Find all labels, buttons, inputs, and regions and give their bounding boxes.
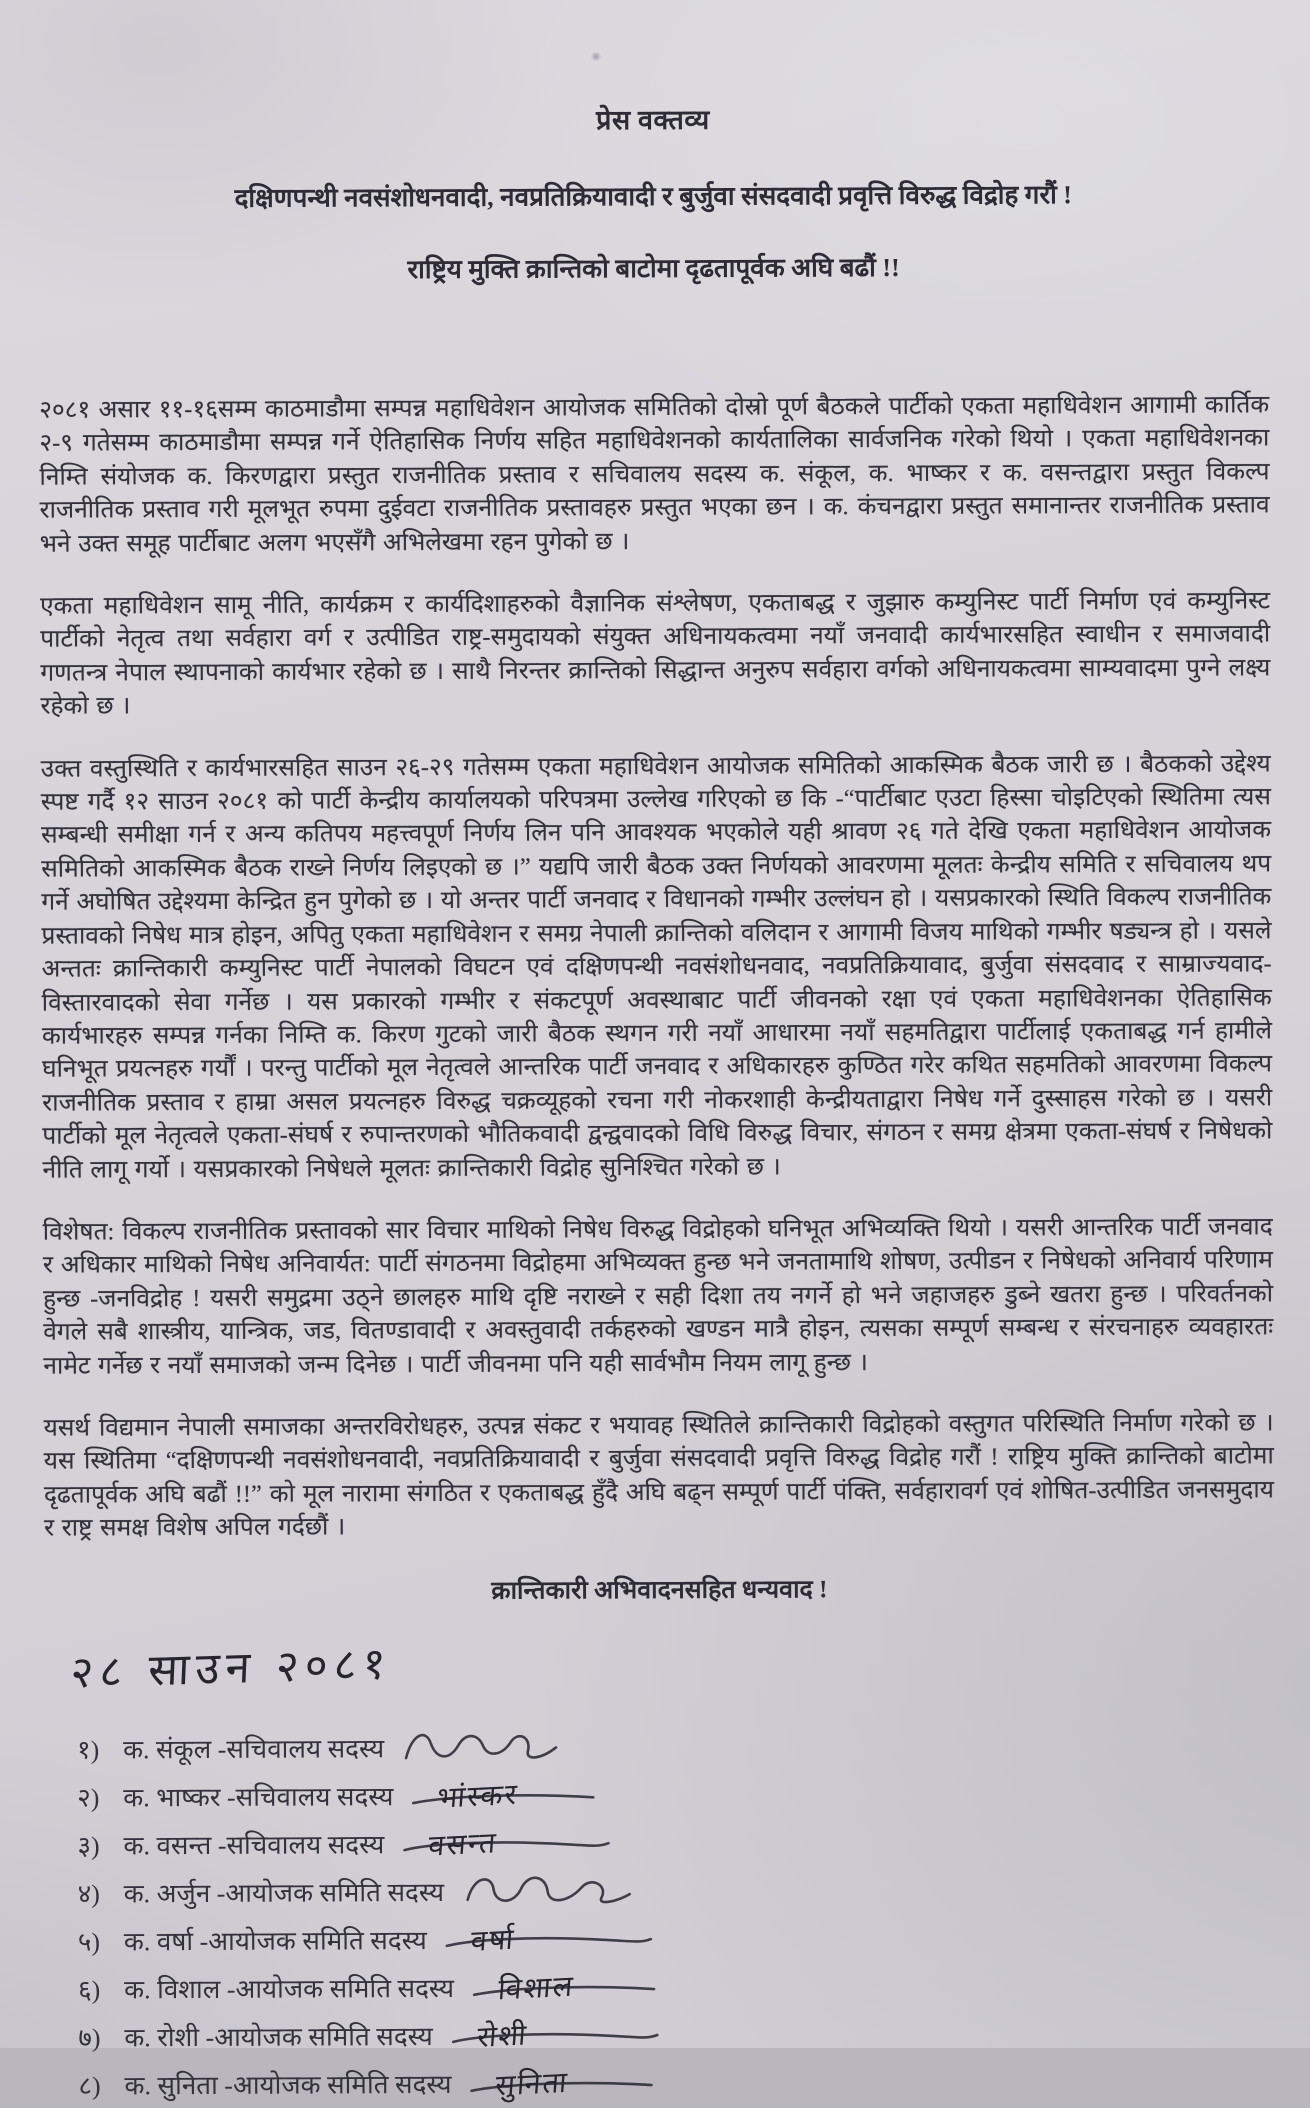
document-sheet — [37, 0, 1276, 2108]
signature-handwriting: विशाल — [496, 1968, 576, 2007]
signatory-row — [77, 1815, 1275, 1868]
signature — [458, 1866, 698, 1913]
body-paragraph: विशेषत: विकल्प राजनीतिक प्रस्तावको सार विचार माथिको निषेध विरुद्ध विद्रोहको घनिभूत अभिव्यक्ति थियो । यसरी आन्तरिक पार्टी जनवाद र अधिकार माथिको निषेध अनिवार्यत: पार्टी संगठनमा विद्रोहमा अभिव्यक्त हुन्छ भने जनतामाथि शोषण, उत्पीडन र निषेधको अनिवार्य परिणाम हुन्छ -जनविद्रोह ! यसरी समुद्रमा उठ्ने छालहरु माथि दृष्टि नराख्ने र सही दिशा तय नगर्ने हो भने जहाजहरु डुब्ने खतरा हुन्छ । परिवर्तनको वेगले सबै शास्त्रीय, यान्त्रिक, जड, वितण्डावादी र अवस्तुवादी तर्कहरुको खण्डन मात्रै होइन, त्यसका सम्पूर्ण सम्बन्ध र संरचनाहरु व्यवहारतः नामेट गर्नेछ र नयाँ समाजको जन्म दिनेछ । पार्टी जीवनमा पनि यही सार्वभौम नियम लागू हुन्छ । — [42, 1213, 1274, 1380]
signature — [407, 1771, 647, 1818]
signature — [398, 1723, 638, 1770]
slogan-line-2: राष्ट्रिय मुक्ति क्रान्तिको बाटोमा दृढतापूर्वक अघि बढौं !! — [407, 252, 900, 285]
signatory-number: ५) — [77, 1927, 101, 1957]
signature — [441, 1914, 681, 1961]
document-title: प्रेस वक्तव्य — [596, 104, 710, 136]
body-paragraph: एकता महाधिवेशन सामू नीति, कार्यक्रम र कार्यदिशाहरुको वैज्ञानिक संश्लेषण, एकताबद्ध र जुझारु कम्युनिस्ट पार्टी निर्माण एवं कम्युनिस्ट पार्टीको नेतृत्व तथा सर्वहारा वर्ग र उत्पीडित राष्ट्र-समुदायको संयुक्त अधिनायकत्वमा नयाँ जनवादी कार्यभारसहित स्वाधीन र समाजवादी गणतन्त्र नेपाल स्थापनाको कार्यभार रहेको छ । साथै निरन्तर क्रान्तिको सिद्धान्त अनुरुप सर्वहारा वर्गको अधिनायकत्वमा साम्यवादमा पुग्ने लक्ष्य रहेको छ । — [39, 587, 1271, 720]
signatory-label: क. रोशी -आयोजक समिति सदस्य — [124, 2021, 433, 2052]
signatory-number: ४) — [77, 1879, 100, 1909]
signatory-row — [78, 2007, 1276, 2060]
signature — [447, 2010, 687, 2057]
signatory-row — [77, 1719, 1275, 1772]
signatory-row — [77, 1767, 1275, 1820]
signature — [465, 2058, 705, 2105]
slogan-line-1: दक्षिणपन्थी नवसंशोधनवादी, नवप्रतिक्रियावादी र बुर्जुवा संसदवादी प्रवृत्ति विरुद्ध विद्रोह गरौं ! — [234, 180, 1072, 213]
signatory-row — [78, 1911, 1276, 1964]
signatory-label: क. विशाल -आयोजक समिति सदस्य — [124, 1973, 455, 2004]
signatory-label: क. भाष्कर -सचिवालय सदस्य — [123, 1781, 394, 1812]
signature — [468, 1962, 708, 2009]
signatory-label: क. सुनिता -आयोजक समिति सदस्य — [124, 2069, 452, 2100]
body-paragraph: २०८१ असार ११-१६सम्म काठमाडौमा सम्पन्न महाधिवेशन आयोजक समितिको दोस्रो पूर्ण बैठकले पार्टीको एकता महाधिवेशन आगामी कार्तिक २-९ गतेसम्म काठमाडौमा सम्पन्न गर्ने ऐतिहासिक निर्णय सहित महाधिवेशनको कार्यतालिका सार्वजनिक गरेको थियो । एकता महाधिवेशनका निम्ति संयोजक क. किरणद्वारा प्रस्तुत राजनीतिक प्रस्ताव र सचिवालय सदस्य क. संकूल, क. भाष्कर र क. वसन्तद्वारा प्रस्तुत विकल्प राजनीतिक प्रस्ताव गरी मूलभूत रुपमा दुईवटा राजनीतिक प्रस्तावहरु प्रस्तुत भएका छन । क. कंचनद्वारा प्रस्तुत समानान्तर राजनीतिक प्रस्ताव भने उक्त समूह पार्टीबाट अलग भएसँगै अभिलेखमा रहन पुगेको छ । — [39, 391, 1270, 558]
handwritten-date: २८ साउन २०८१ — [69, 1637, 393, 1699]
signature-scribble — [398, 1723, 628, 1770]
document-body — [39, 388, 1274, 1545]
signatory-label: क. वसन्त -सचिवालय सदस्य — [123, 1829, 385, 1860]
signature-handwriting: सुनिता — [494, 2064, 571, 2102]
signature-handwriting: वसन्त — [426, 1824, 499, 1863]
signatory-row — [78, 2055, 1276, 2108]
signatory-number: ७) — [78, 2023, 101, 2053]
signatory-number: ६) — [78, 1975, 101, 2005]
signatory-label: क. संकूल -सचिवालय सदस्य — [122, 1733, 385, 1764]
signatory-list — [45, 1719, 1277, 2108]
signatory-number: १) — [76, 1735, 100, 1765]
signature-scribble — [458, 1866, 688, 1913]
signatory-label: क. वर्षा -आयोजक समिति सदस्य — [123, 1925, 427, 1956]
signature-handwriting: रोशी — [475, 2016, 529, 2054]
signatory-number: २) — [77, 1783, 100, 1813]
body-paragraph: उक्त वस्तुस्थिति र कार्यभारसहित साउन २६-२९ गतेसम्म एकता महाधिवेशन आयोजक समितिको आकस्मिक बैठक जारी छ । बैठकको उद्देश्य स्पष्ट गर्दै १२ साउन २०८१ को पार्टी केन्द्रीय कार्यालयको परिपत्रमा उल्लेख गरिएको छ कि -“पार्टीबाट एउटा हिस्सा चोइटिएको स्थितिमा त्यस सम्बन्धी समीक्षा गर्न र अन्य कतिपय महत्त्वपूर्ण निर्णय लिन पनि आवश्यक भएकोले यही श्रावण २६ गते देखि एकता महाधिवेशन आयोजक समितिको आकस्मिक बैठक राख्ने निर्णय लिइएको छ ।” यद्यपि जारी बैठक उक्त निर्णयको आवरणमा मूलतः केन्द्रीय समिति र सचिवालय थप गर्ने अघोषित उद्देश्यमा केन्द्रित हुन पुगेको छ । यो अन्तर पार्टी जनवाद र विधानको गम्भीर उल्लंघन हो । यसप्रकारको स्थिति विकल्प राजनीतिक प्रस्तावको निषेध मात्र होइन, अपितु एकता महाधिवेशन र समग्र नेपाली क्रान्तिको वलिदान र आगामी विजय माथिको गम्भीर षड्यन्त्र हो । यसले अन्ततः क्रान्तिकारी कम्युनिस्ट पार्टी नेपालको विघटन एवं दक्षिणपन्थी नवसंशोधनवाद, नवप्रतिक्रियावाद, बुर्जुवा संसदवाद र साम्राज्यवाद-विस्तारवादको सेवा गर्नेछ । यस प्रकारको गम्भीर र संकटपूर्ण अवस्थाबाट पार्टी जीवनको रक्षा एवं एकता महाधिवेशनका ऐतिहासिक कार्यभारहरु सम्पन्न गर्नका निम्ति क. किरण गुटको जारी बैठक स्थगन गरी नयाँ आधारमा नयाँ सहमतिद्वारा पार्टीलाई एकताबद्ध गर्न हामीले घनिभूत प्रयत्नहरु गर्यौं । परन्तु पार्टीको मूल नेतृत्वले आन्तरिक पार्टी जनवाद र अधिकारहरु कुण्ठित गरेर कथित सहमतिको आवरणमा विकल्प राजनीतिक प्रस्ताव र हाम्रा असल प्रयत्नहरु विरुद्ध चक्रव्यूहको रचना गरी नोकरशाही केन्द्रीयताद्वारा निषेध गर्ने दुस्साहस गरेको छ । यसरी पार्टीको मूल नेतृत्वले एकता-संघर्ष र रुपान्तरणको भौतिकवादी द्वन्द्ववादको विधि विरुद्ध विचार, संगठन र समग्र क्षेत्रमा एकता-संघर्ष र निषेधको नीति लागू गर्यो । यसप्रकारको निषेधले मूलतः क्रान्तिकारी विद्रोह सुनिश्चित गरेको छ । — [40, 749, 1273, 1184]
signature-handwriting: वर्षा — [469, 1921, 517, 1958]
signatory-number: ८) — [78, 2071, 101, 2101]
body-paragraph: यसर्थ विद्यमान नेपाली समाजका अन्तरविरोधहरु, उत्पन्न संकट र भयावह स्थितिले क्रान्तिकारी विद्रोहको वस्तुगत परिस्थिति निर्माण गरेको छ । यस स्थितिमा “दक्षिणपन्थी नवसंशोधनवादी, नवप्रतिक्रियावादी र बुर्जुवा संसदवादी प्रवृत्ति विरुद्ध विद्रोह गरौं ! राष्ट्रिय मुक्ति क्रान्तिको बाटोमा दृढतापूर्वक अघि बढौं !!” को मूल नारामा संगठित र एकताबद्ध हुँदै अघि बढ्न सम्पूर्ण पार्टी पंक्ति, सर्वहारावर्ग एवं शोषित-उत्पीडित जनसमुदाय र राष्ट्र समक्ष विशेष अपिल गर्दछौं । — [43, 1409, 1274, 1542]
signature-handwriting: भांस्कर — [436, 1776, 520, 1815]
signatory-label: क. अर्जुन -आयोजक समिति सदस्य — [123, 1877, 445, 1908]
signatory-row — [78, 1959, 1276, 2012]
signatory-number: ३) — [77, 1831, 100, 1861]
signature — [398, 1819, 638, 1866]
signatory-row — [78, 1863, 1276, 1916]
closing-line: क्रान्तिकारी अभिवादनसहित धन्यवाद ! — [491, 1575, 828, 1605]
